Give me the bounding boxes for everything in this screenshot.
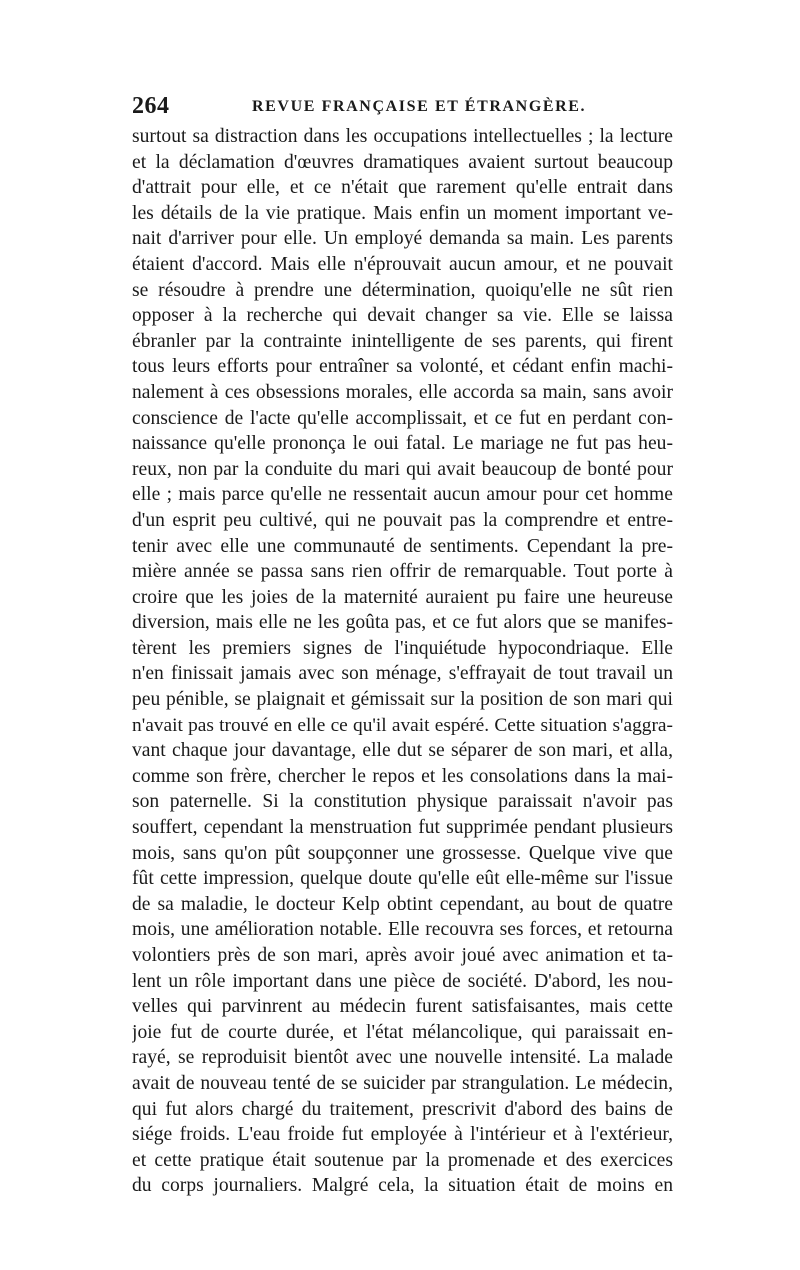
- text-line: surtout sa distraction dans les occupations intellectuelles ; la lecture: [132, 126, 673, 147]
- page-number: 264: [132, 93, 170, 119]
- text-line: son paternelle. Si la constitution physique paraissait n'avoir pas: [132, 791, 673, 813]
- text-line: naissance qu'elle prononça le oui fatal. Le mariage ne fut pas heu-: [132, 433, 673, 455]
- running-title: REVUE FRANÇAISE ET ÉTRANGÈRE.: [252, 98, 587, 115]
- text-line: joie fut de courte durée, et l'état mélancolique, qui paraissait en-: [132, 1021, 673, 1043]
- text-line: tenir avec elle une communauté de sentiments. Cependant la pre-: [132, 535, 673, 557]
- text-line: mois, sans qu'on pût soupçonner une grossesse. Quelque vive que: [132, 842, 673, 864]
- text-line: d'un esprit peu cultivé, qui ne pouvait pas la comprendre et entre-: [132, 509, 673, 531]
- text-line: diversion, mais elle ne les goûta pas, et ce fut alors que se manifes-: [132, 612, 673, 634]
- text-line: ébranler par la contrainte inintelligente de ses parents, qui firent: [132, 330, 673, 352]
- text-line: velles qui parvinrent au médecin furent satisfaisantes, mais cette: [132, 996, 673, 1018]
- text-line: qui fut alors chargé du traitement, prescrivit d'abord des bains de: [132, 1098, 673, 1120]
- text-line: comme son frère, chercher le repos et les consolations dans la mai-: [132, 765, 673, 787]
- text-line: d'attrait pour elle, et ce n'était que rarement qu'elle entrait dans: [132, 177, 673, 199]
- body-text: [132, 124, 673, 1199]
- text-line: avait de nouveau tenté de se suicider par strangulation. Le médecin,: [132, 1072, 673, 1094]
- text-line: croire que les joies de la maternité auraient pu faire une heureuse: [132, 586, 673, 608]
- text-line: se résoudre à prendre une détermination, quoiqu'elle ne sût rien: [132, 279, 673, 301]
- text-line: les détails de la vie pratique. Mais enfin un moment important ve-: [132, 202, 673, 224]
- text-line: conscience de l'acte qu'elle accomplissait, et ce fut en perdant con-: [132, 407, 673, 429]
- text-line: nait d'arriver pour elle. Un employé demanda sa main. Les parents: [132, 228, 673, 250]
- text-line: du corps journaliers. Malgré cela, la situation était de moins en: [132, 1175, 673, 1197]
- text-line: opposer à la recherche qui devait changer sa vie. Elle se laissa: [132, 305, 673, 327]
- text-line: tous leurs efforts pour entraîner sa volonté, et cédant enfin machi-: [132, 356, 673, 378]
- text-line: peu pénible, se plaignait et gémissait sur la position de son mari qui: [132, 689, 673, 711]
- text-line: tèrent les premiers signes de l'inquiétude hypocondriaque. Elle: [132, 637, 673, 659]
- text-line: étaient d'accord. Mais elle n'éprouvait aucun amour, et ne pouvait: [132, 253, 673, 275]
- text-line: fût cette impression, quelque doute qu'elle eût elle-même sur l'issue: [132, 868, 673, 890]
- text-line: siége froids. L'eau froide fut employée à l'intérieur et à l'extérieur,: [132, 1124, 673, 1146]
- text-line: reux, non par la conduite du mari qui avait beaucoup de bonté pour: [132, 458, 673, 480]
- text-line: et cette pratique était soutenue par la promenade et des exercices: [132, 1149, 673, 1171]
- text-line: mière année se passa sans rien offrir de remarquable. Tout porte à: [132, 561, 673, 583]
- text-line: et la déclamation d'œuvres dramatiques avaient surtout beaucoup: [132, 151, 673, 173]
- text-line: n'avait pas trouvé en elle ce qu'il avait espéré. Cette situation s'aggra-: [132, 714, 673, 736]
- text-line: mois, une amélioration notable. Elle recouvra ses forces, et retourna: [132, 919, 673, 941]
- text-line: lent un rôle important dans une pièce de société. D'abord, les nou-: [132, 970, 673, 992]
- text-line: rayé, se reproduisit bientôt avec une nouvelle intensité. La malade: [132, 1047, 673, 1069]
- text-line: elle ; mais parce qu'elle ne ressentait aucun amour pour cet homme: [132, 484, 673, 506]
- text-line: de sa maladie, le docteur Kelp obtint cependant, au bout de quatre: [132, 893, 673, 915]
- text-line: vant chaque jour davantage, elle dut se séparer de son mari, et alla,: [132, 740, 673, 762]
- text-line: volontiers près de son mari, après avoir joué avec animation et ta-: [132, 945, 673, 966]
- running-head: [132, 93, 672, 123]
- text-line: nalement à ces obsessions morales, elle accorda sa main, sans avoir: [132, 381, 673, 403]
- text-line: souffert, cependant la menstruation fut supprimée pendant plusieurs: [132, 817, 673, 839]
- text-line: n'en finissait jamais avec son ménage, s'effrayait de tout travail un: [132, 663, 673, 685]
